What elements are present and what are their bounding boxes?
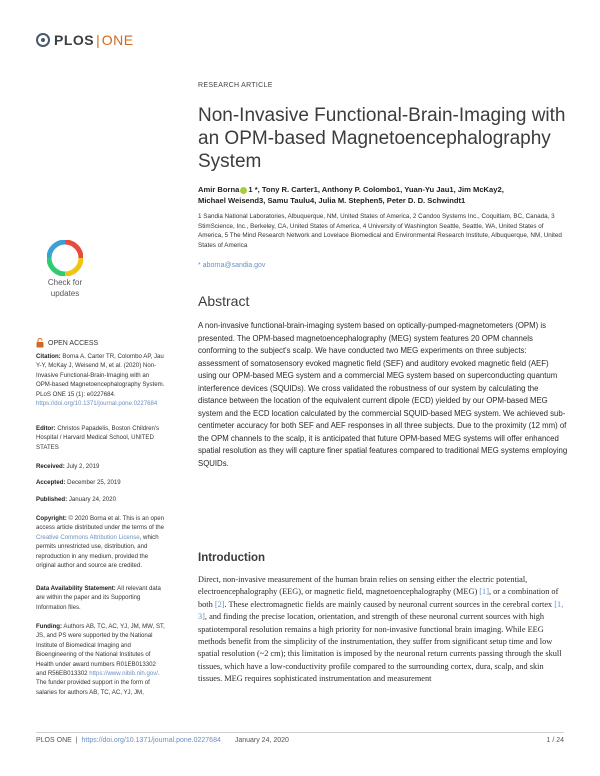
- intro-part-1: Direct, non-invasive measurement of the human brain relies on sensing either the electric potential, electroencephalography (EEG), or magnetic field, magnetoencephalography (MEG): [198, 575, 528, 597]
- copyright-text-2: , which permits unrestricted use, distribution, and reproduction in any medium, provided the original author and source are credited.: [36, 533, 159, 570]
- citation-label: Citation:: [36, 353, 61, 360]
- first-author[interactable]: Amir Borna: [198, 185, 240, 194]
- citation-block: [36, 352, 166, 408]
- page-number: 1 / 24: [546, 737, 564, 744]
- authors-line2: Michael Weisend3, Samu Taulu4, Julia M. Stephen5, Peter D. D. Schwindt1: [198, 196, 466, 205]
- journal-name-left: PLOS: [54, 32, 95, 48]
- footer-doi-link[interactable]: https://doi.org/10.1371/journal.pone.0227684: [81, 737, 221, 744]
- received-block: [36, 462, 166, 471]
- affiliations: 1 Sandia National Laboratories, Albuquerque, NM, United States of America, 2 Candoo Systems Inc., Coquitlam, BC, Canada, 3 StimScience, Inc., Berkeley, CA, United States of America, 4 University of Washington Seattle, Seattle, WA, United States of America, 5 The Mind Research Network and Lovelace Biomedical and Environmental Research Institute, Albuquerque, NM, United States of America: [198, 213, 562, 250]
- article-type: RESEARCH ARTICLE: [198, 82, 273, 89]
- author-list: [198, 184, 568, 206]
- check-for-updates-icon: [47, 240, 83, 276]
- data-availability-block: [36, 584, 166, 612]
- open-access-label: [36, 338, 98, 348]
- open-lock-icon: [36, 338, 44, 348]
- accepted-label: Accepted:: [36, 479, 66, 486]
- intro-part-2: , or a combination of both: [198, 587, 559, 609]
- article-title: Non-Invasive Functional-Brain-Imaging with an OPM-based Magnetoencephalography System: [198, 105, 566, 172]
- published-date: January 24, 2020: [68, 496, 116, 503]
- footer-separator: |: [75, 737, 78, 744]
- intro-part-4: , and finding the precise location, orientation, and strength of these neuronal current sources with high spatiotemporal resolution remains a high priority for non-invasive functional brain imaging. While EEG methods benefit from the simplicity of the instrumentation, they suffer from significant setup time and low spatial resolution (~2 cm); this limitation is imposed by the neuronal return currents passing through the skull tissues, which have a low-conductivity profile compared to the surrounding cortex, dura, scalp, and skin tissues. MEG requires sophisticated instrumentation and measurement: [198, 612, 562, 684]
- corresponding-email[interactable]: * aborna@sandia.gov: [198, 262, 266, 269]
- funding-link[interactable]: https://www.nibib.nih.gov/: [89, 670, 158, 678]
- editor-label: Editor:: [36, 425, 56, 432]
- reference-link-2[interactable]: [2]: [214, 599, 225, 609]
- data-availability-text: All relevant data are within the paper and its Supporting Information files.: [36, 585, 161, 611]
- citation-text: Borna A, Carter TR, Colombo AP, Jau Y-Y, McKay J, Weisend M, et al. (2020) Non-Invasive Functional-Brain-Imaging with an OPM-based Magnetoencephalography System. PLoS ONE 15 (1): e0227684.: [36, 353, 165, 398]
- copyright-text-1: © 2020 Borna et al. This is an open access article distributed under the terms of the: [36, 515, 165, 532]
- abstract-heading: Abstract: [198, 293, 250, 309]
- orcid-icon[interactable]: [240, 187, 247, 194]
- introduction-text: [198, 574, 568, 686]
- authors-line1-rest: 1 *, Tony R. Carter1, Anthony P. Colombo1, Yuan-Yu Jau1, Jim McKay2,: [248, 185, 504, 194]
- funding-label: Funding:: [36, 623, 63, 630]
- funding-text-2: . The funder provided support in the form of salaries for authors AB, TC, AC, YJ, JM,: [36, 670, 160, 696]
- abstract-text: A non-invasive functional-brain-imaging system based on optically-pumped-magnetometers (OPM) is presented. The OPM-based magnetoencephalography (MEG) system features 20 OPM channels conforming to the subject's scalp. We have conducted two MEG experiments on three subjects: assessment of somatosensory evoked magnetic field (SEF) and auditory evoked magnetic field (AEF) using our OPM-based MEG system and a commercial MEG system based on superconducting quantum interference devices (SQUIDs). We cross validated the robustness of our system by calculating the distance between the location of the equivalent current dipole (ECD) yielded by our OPM-based MEG system and the ECD location calculated by the commercial SQUID-based MEG system. We achieved sub-centimeter accuracy for both SEF and AEF responses in all three subjects. Due to the proximity (12 mm) of the OPM channels to the scalp, it is anticipated that future OPM-based MEG systems will offer enhanced spatial resolution as they will capture finer spatial features compared to traditional MEG systems employing SQUIDs.: [198, 321, 568, 468]
- received-label: Received:: [36, 463, 65, 470]
- plos-logo-icon: [36, 33, 50, 47]
- check-updates-line1: Check for: [47, 278, 83, 287]
- check-updates-badge[interactable]: [36, 240, 166, 298]
- funding-block: [36, 622, 166, 697]
- journal-logo: [36, 30, 134, 50]
- intro-part-3: . These electromagnetic fields are mainly caused by neuronal current sources in the cerebral cortex: [224, 599, 553, 609]
- editor-block: [36, 424, 166, 452]
- open-access-text: OPEN ACCESS: [48, 339, 99, 347]
- copyright-block: [36, 514, 166, 570]
- published-label: Published:: [36, 496, 68, 503]
- reference-link-1[interactable]: [1]: [479, 587, 489, 597]
- footer-date: January 24, 2020: [234, 737, 289, 744]
- copyright-label: Copyright:: [36, 515, 67, 522]
- accepted-block: [36, 478, 166, 487]
- page-footer: [36, 737, 564, 744]
- received-date: July 2, 2019: [66, 463, 100, 470]
- editor-text: Christos Papadelis, Boston Children's Hospital / Harvard Medical School, UNITED STATES: [36, 425, 160, 451]
- introduction-heading: Introduction: [198, 552, 266, 564]
- citation-doi-link[interactable]: https://doi.org/10.1371/journal.pone.0227684: [36, 400, 158, 408]
- published-block: [36, 495, 166, 504]
- funding-text-1: Authors AB, TC, AC, YJ, JM, MW, ST, JS, and PS were supported by the National Institute of Biomedical Imaging and Bioengineering of the National Institutes of Health under award numbers R01EB013302 and R56EB013302: [36, 623, 165, 678]
- accepted-date: December 25, 2019: [67, 479, 121, 486]
- footer-journal: PLOS ONE: [36, 737, 72, 744]
- data-availability-label: Data Availability Statement:: [36, 585, 116, 592]
- journal-name-right: ONE: [101, 32, 134, 48]
- reference-link-3[interactable]: [1, 3]: [198, 599, 564, 622]
- license-link[interactable]: Creative Commons Attribution License: [36, 533, 140, 541]
- journal-name-separator: |: [96, 32, 100, 48]
- check-updates-line2: updates: [50, 289, 80, 298]
- footer-divider: [36, 732, 564, 733]
